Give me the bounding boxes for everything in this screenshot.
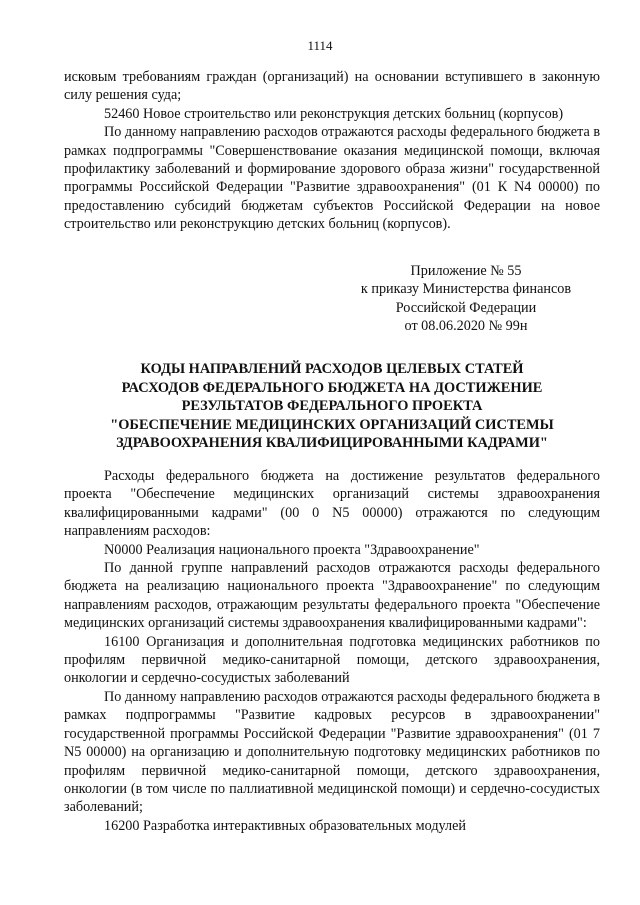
paragraph-code-52460: 52460 Новое строительство или реконструкция детских больниц (корпусов) xyxy=(104,105,564,122)
top-text-block xyxy=(64,68,600,234)
paragraph-16100-description: По данному направлению расходов отражаются расходы федерального бюджета в рамках подпрограммы "Развитие кадровых ресурсов в здравоохранении" государственной программы Российской Федерации "Развитие здравоохранения" (01 7 N5 00000) на организацию и дополнительную подготовку медицинских работников по профилям первичной медико-санитарной помощи, детского здравоохранения, онкологии (в том числе по паллиативной медицинской помощи) и сердечно-сосудистых заболеваний; xyxy=(64,688,601,816)
appendix-line: к приказу Министерства финансов xyxy=(360,281,572,298)
heading-line: РАСХОДОВ ФЕДЕРАЛЬНОГО БЮДЖЕТА НА ДОСТИЖЕНИЕ xyxy=(121,379,543,396)
heading-line: "ОБЕСПЕЧЕНИЕ МЕДИЦИНСКИХ ОРГАНИЗАЦИЙ СИСТЕМЫ xyxy=(110,416,554,433)
paragraph-code-16100: 16100 Организация и дополнительная подготовка медицинских работников по профилям первичной медико-санитарной помощи, детского здравоохранения, онкологии и сердечно-сосудистых заболеваний xyxy=(64,633,600,687)
appendix-line: от 08.06.2020 № 99н xyxy=(404,318,528,335)
page-number: 1114 xyxy=(307,38,333,53)
appendix-line: Российской Федерации xyxy=(395,299,537,316)
paragraph-code-N0000: N0000 Реализация национального проекта "Здравоохранение" xyxy=(104,541,480,558)
paragraph-52460-description: По данному направлению расходов отражаются расходы федерального бюджета в рамках подпрограммы "Совершенствование оказания медицинской помощи, включая профилактику заболеваний и формирование здорового образа жизни" государственной программы Российской Федерации "Развитие здравоохранения" (01 К N4 00000) по предоставлению субсидий бюджетам субъектов Российской Федерации на новое строительство или реконструкцию детских больниц (корпусов). xyxy=(64,124,601,233)
paragraph-N0000-description: По данной группе направлений расходов отражаются расходы федерального бюджета на реализацию национального проекта "Здравоохранение" по следующим направлениям расходов, отражающим результаты федерального проекта "Обеспечение медицинских организаций системы здравоохранения квалифицированными кадрами": xyxy=(64,560,600,632)
main-text-block xyxy=(64,467,600,835)
heading-line: РЕЗУЛЬТАТОВ ФЕДЕРАЛЬНОГО ПРОЕКТА xyxy=(181,398,483,415)
appendix-line: Приложение № 55 xyxy=(410,263,522,279)
paragraph-intro: Расходы федерального бюджета на достижение результатов федерального проекта "Обеспечение медицинских организаций системы здравоохранения квалифицированными кадрами" (00 0 N5 00000) отражаются по следующим направлениям расходов: xyxy=(64,468,600,540)
heading-line: ЗДРАВООХРАНЕНИЯ КВАЛИФИЦИРОВАННЫМИ КАДРАМИ" xyxy=(116,435,548,452)
paragraph-code-16200: 16200 Разработка интерактивных образовательных модулей xyxy=(104,817,466,834)
heading-line: КОДЫ НАПРАВЛЕНИЙ РАСХОДОВ ЦЕЛЕВЫХ СТАТЕЙ xyxy=(140,361,524,377)
section-heading xyxy=(72,360,592,453)
paragraph-continuation: исковым требованиям граждан (организаций) на основании вступившего в законную силу решения суда; xyxy=(64,69,600,104)
appendix-reference xyxy=(330,262,602,336)
